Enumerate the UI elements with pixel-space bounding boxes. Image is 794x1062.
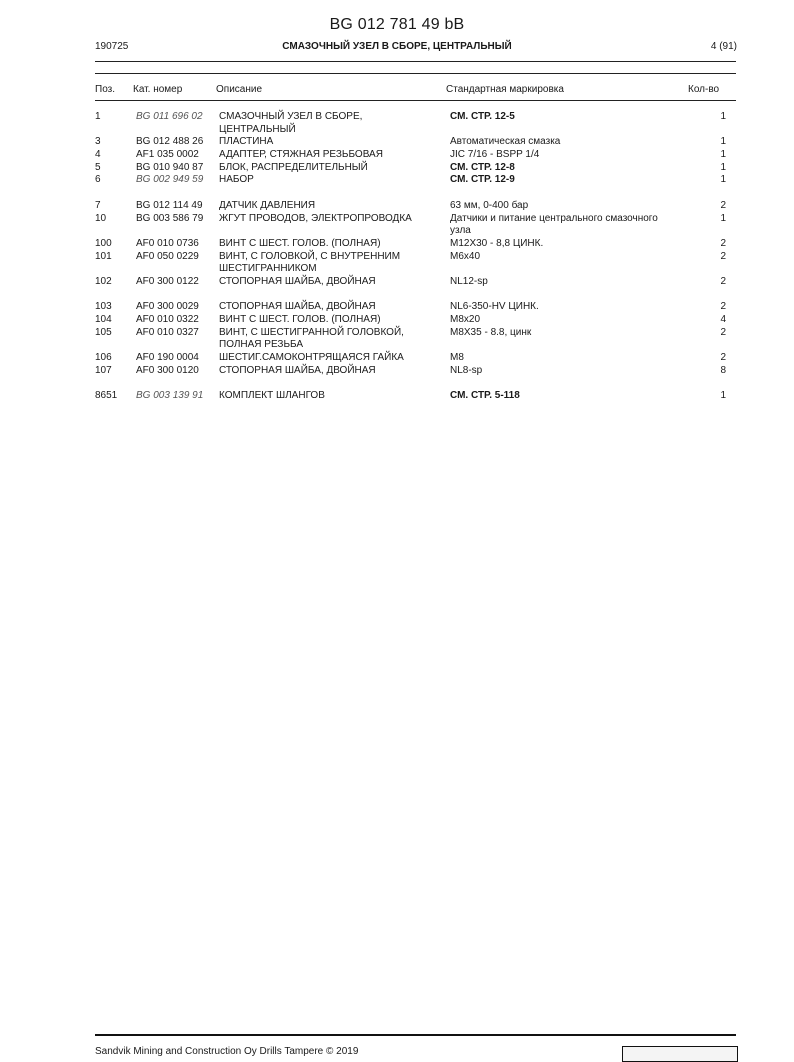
row-standard-marking: СМ. СТР. 5-118 — [450, 390, 520, 402]
table-row — [0, 149, 794, 162]
footer-logo — [622, 1046, 738, 1062]
row-description: ВИНТ, С ШЕСТИГРАННОЙ ГОЛОВКОЙ, ПОЛНАЯ РЕЗЬБА — [219, 326, 404, 351]
column-header-std: Стандартная маркировка — [446, 84, 564, 95]
row-quantity: 1 — [720, 111, 726, 122]
header-page-number: 4 (91) — [710, 41, 737, 52]
row-position: 101 — [95, 250, 112, 262]
row-standard-marking: M8 — [450, 352, 464, 364]
row-catalog-number: AF0 050 0229 — [136, 250, 199, 262]
parts-table-body — [0, 111, 794, 403]
row-description: АДАПТЕР, СТЯЖНАЯ РЕЗЬБОВАЯ — [219, 149, 383, 161]
table-row — [0, 162, 794, 175]
row-standard-marking: Автоматическая смазка — [450, 136, 561, 148]
row-position: 107 — [95, 364, 112, 376]
row-position: 102 — [95, 275, 112, 287]
row-catalog-number: BG 012 114 49 — [136, 199, 203, 211]
table-row — [0, 238, 794, 251]
table-row — [0, 276, 794, 289]
row-quantity: 2 — [720, 326, 726, 338]
column-header-desc: Описание — [216, 84, 263, 95]
row-quantity: 1 — [720, 390, 726, 402]
header-date: 190725 — [95, 41, 129, 52]
row-quantity: 2 — [720, 275, 726, 287]
row-description: ЖГУТ ПРОВОДОВ, ЭЛЕКТРОПРОВОДКА — [219, 212, 412, 224]
table-row — [0, 365, 794, 378]
row-quantity: 2 — [720, 301, 726, 313]
row-standard-marking: M12X30 - 8,8 ЦИНК. — [450, 237, 544, 249]
row-description: ШЕСТИГ.САМОКОНТРЯЩАЯСЯ ГАЙКА — [219, 352, 404, 364]
row-catalog-number: BG 003 139 91 — [136, 390, 204, 402]
row-standard-marking: СМ. СТР. 12-5 — [450, 111, 515, 122]
row-position: 106 — [95, 352, 112, 364]
table-row — [0, 200, 794, 213]
row-position: 104 — [95, 314, 112, 326]
table-row — [0, 251, 794, 276]
footer-rule — [95, 1034, 736, 1036]
row-catalog-number: AF1 035 0002 — [136, 149, 199, 161]
row-standard-marking: СМ. СТР. 12-8 — [450, 161, 515, 173]
header-title: СМАЗОЧНЫЙ УЗЕЛ В СБОРЕ, ЦЕНТРАЛЬНЫЙ — [282, 41, 512, 52]
row-standard-marking: Датчики и питание центрального смазочного узла — [450, 212, 658, 237]
row-catalog-number: AF0 300 0122 — [136, 275, 199, 287]
row-standard-marking: M8X35 - 8.8, цинк — [450, 326, 532, 338]
row-description: СТОПОРНАЯ ШАЙБА, ДВОЙНАЯ — [219, 364, 376, 376]
row-standard-marking: JIC 7/16 - BSPP 1/4 — [450, 149, 540, 161]
row-position: 4 — [95, 149, 101, 161]
row-description: ВИНТ С ШЕСТ. ГОЛОВ. (ПОЛНАЯ) — [219, 237, 381, 249]
header-rule-secondary — [95, 73, 736, 74]
table-row — [0, 301, 794, 314]
row-description: СТОПОРНАЯ ШАЙБА, ДВОЙНАЯ — [219, 301, 376, 313]
row-standard-marking: NL8-sp — [450, 364, 483, 376]
row-description: БЛОК, РАСПРЕДЕЛИТЕЛЬНЫЙ — [219, 161, 368, 173]
header-rule — [95, 61, 736, 62]
row-catalog-number: AF0 010 0736 — [136, 237, 199, 249]
column-header-pos: Поз. — [95, 84, 115, 95]
table-row — [0, 213, 794, 238]
footer-text: Sandvik Mining and Construction Oy Drills Tampere © 2019 — [95, 1046, 359, 1057]
row-position: 7 — [95, 199, 101, 211]
row-quantity: 1 — [720, 174, 726, 186]
column-header-rule — [95, 100, 736, 101]
row-catalog-number: AF0 300 0120 — [136, 364, 199, 376]
row-catalog-number: BG 010 940 87 — [136, 161, 204, 173]
row-catalog-number: AF0 300 0029 — [136, 301, 199, 313]
row-standard-marking: 63 мм, 0-400 бар — [450, 199, 529, 211]
row-standard-marking: NL6-350-HV ЦИНК. — [450, 301, 539, 313]
row-description: ВИНТ, С ГОЛОВКОЙ, С ВНУТРЕННИМ ШЕСТИГРАННИКОМ — [219, 250, 401, 275]
row-quantity: 1 — [720, 149, 726, 161]
row-description: ВИНТ С ШЕСТ. ГОЛОВ. (ПОЛНАЯ) — [219, 314, 381, 326]
row-quantity: 2 — [720, 250, 726, 262]
row-quantity: 2 — [720, 237, 726, 249]
table-row — [0, 174, 794, 187]
row-standard-marking: СМ. СТР. 12-9 — [450, 174, 515, 186]
row-catalog-number: AF0 010 0327 — [136, 326, 199, 338]
column-header-qty: Кол-во — [688, 84, 720, 95]
row-quantity: 1 — [720, 212, 726, 224]
row-description: СМАЗОЧНЫЙ УЗЕЛ В СБОРЕ, ЦЕНТРАЛЬНЫЙ — [219, 111, 363, 135]
row-quantity: 2 — [720, 352, 726, 364]
column-header-cat: Кат. номер — [133, 84, 183, 95]
row-description: СТОПОРНАЯ ШАЙБА, ДВОЙНАЯ — [219, 275, 376, 287]
row-position: 3 — [95, 136, 101, 148]
row-position: 100 — [95, 237, 112, 249]
row-standard-marking: M6x40 — [450, 250, 481, 262]
row-quantity: 8 — [720, 364, 726, 376]
row-catalog-number: BG 012 488 26 — [136, 136, 204, 148]
row-position: 5 — [95, 161, 101, 173]
row-description: ПЛАСТИНА — [219, 136, 274, 148]
table-row — [0, 327, 794, 352]
row-quantity: 1 — [720, 136, 726, 148]
row-catalog-number: AF0 190 0004 — [136, 352, 199, 364]
row-standard-marking: M8x20 — [450, 314, 481, 326]
row-standard-marking: NL12-sp — [450, 275, 488, 287]
table-row — [0, 390, 794, 403]
row-description: КОМПЛЕКТ ШЛАНГОВ — [219, 390, 325, 402]
row-position: 1 — [95, 111, 101, 122]
row-position: 10 — [95, 212, 107, 224]
row-description: ДАТЧИК ДАВЛЕНИЯ — [219, 199, 316, 211]
table-row — [0, 352, 794, 365]
row-catalog-number: BG 003 586 79 — [136, 212, 204, 224]
row-catalog-number: BG 011 696 02 — [136, 111, 203, 122]
table-row — [0, 111, 794, 136]
document-id: BG 012 781 49 bB — [329, 16, 465, 33]
row-position: 105 — [95, 326, 112, 338]
row-quantity: 2 — [720, 199, 726, 211]
row-catalog-number: AF0 010 0322 — [136, 314, 199, 326]
row-position: 103 — [95, 301, 112, 313]
table-row — [0, 314, 794, 327]
row-position: 8651 — [95, 390, 118, 402]
row-description: НАБОР — [219, 174, 254, 186]
row-quantity: 1 — [720, 161, 726, 173]
row-quantity: 4 — [720, 314, 726, 326]
row-catalog-number: BG 002 949 59 — [136, 174, 204, 186]
table-row — [0, 136, 794, 149]
row-position: 6 — [95, 174, 101, 186]
